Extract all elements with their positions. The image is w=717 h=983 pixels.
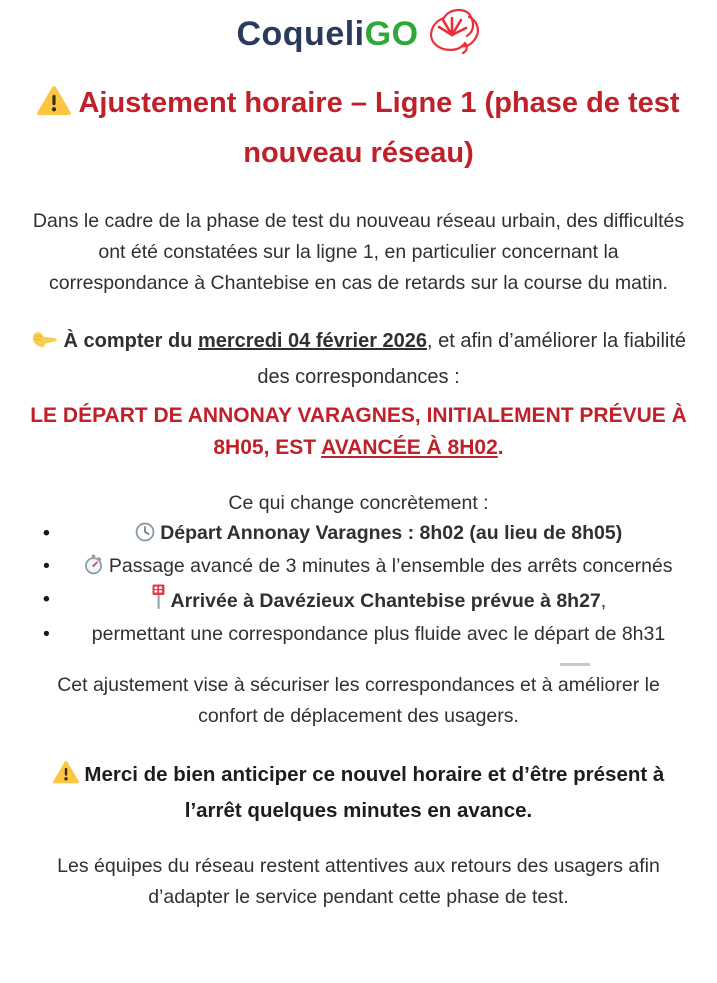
changes-list (27, 518, 690, 649)
changes-intro: Ce qui change concrètement : (228, 492, 489, 515)
logo-text-primary: Coqueli (236, 15, 365, 53)
list-item-advance (43, 551, 690, 584)
effective-tail: , et afin d’améliorer la fiabilité des correspondances : (257, 330, 687, 389)
list-item-departure (43, 518, 690, 551)
effective-date: mercredi 04 février 2026 (197, 330, 428, 353)
warning-icon (53, 761, 79, 794)
clock-icon (135, 521, 155, 551)
page-title-text: Ajustement horaire – Ligne 1 (phase de test nouveau réseau) (78, 87, 680, 170)
list-item-text: Arrivée à Davézieux Chantebise prévue à 8h27 (170, 590, 601, 613)
mini-divider (560, 663, 590, 666)
benefit-paragraph: Cet ajustement vise à sécuriser les correspondances et à améliorer le confort de déplacement des usagers. (57, 674, 660, 728)
list-item-text: permettant une correspondance plus fluide avec le départ de 8h31 (91, 623, 666, 646)
reminder-text: Merci de bien anticiper ce nouvel horaire et d’être présent à l’arrêt quelques minutes en avance. (84, 763, 665, 823)
closing-paragraph: Les équipes du réseau restent attentives aux retours des usagers afin d’adapter le service pendant cette phase de test. (57, 855, 660, 909)
effective-lead: À compter du (63, 330, 198, 353)
alert-text-before: LE DÉPART DE ANNONAY VARAGNES, INITIALEMENT PRÉVUE À 8H05, EST (30, 404, 687, 460)
list-item-text: Passage avancé de 3 minutes à l’ensemble des arrêts concernés (108, 555, 673, 578)
page-title (36, 80, 681, 176)
effective-date-line (27, 325, 690, 394)
poppy-flower-icon (423, 5, 481, 62)
pointing-right-icon (31, 328, 58, 361)
intro-paragraph: Dans le cadre de la phase de test du nouveau réseau urbain, des difficultés ont été constatées sur la ligne 1, en particulier concernant la correspondance à Chantebise en cas de retards sur la course du matin. (32, 210, 685, 295)
alert-text-underlined: AVANCÉE À 8H02 (321, 436, 498, 460)
logo-wordmark (236, 17, 418, 51)
logo (27, 6, 690, 62)
alert-text-after: . (497, 436, 504, 460)
list-item-arrival: • Arrivée à Davézieux Chantebise prévue à 8h27, (43, 584, 690, 619)
reminder-paragraph (34, 758, 684, 827)
stopwatch-icon (84, 554, 103, 584)
warning-icon (37, 84, 71, 130)
list-item-connection (43, 619, 690, 649)
bus-stop-icon (151, 584, 166, 619)
logo-text-accent: GO (364, 15, 419, 53)
alert-statement (27, 400, 690, 464)
list-item-text: Départ Annonay Varagnes : 8h02 (au lieu de 8h05) (160, 522, 623, 545)
